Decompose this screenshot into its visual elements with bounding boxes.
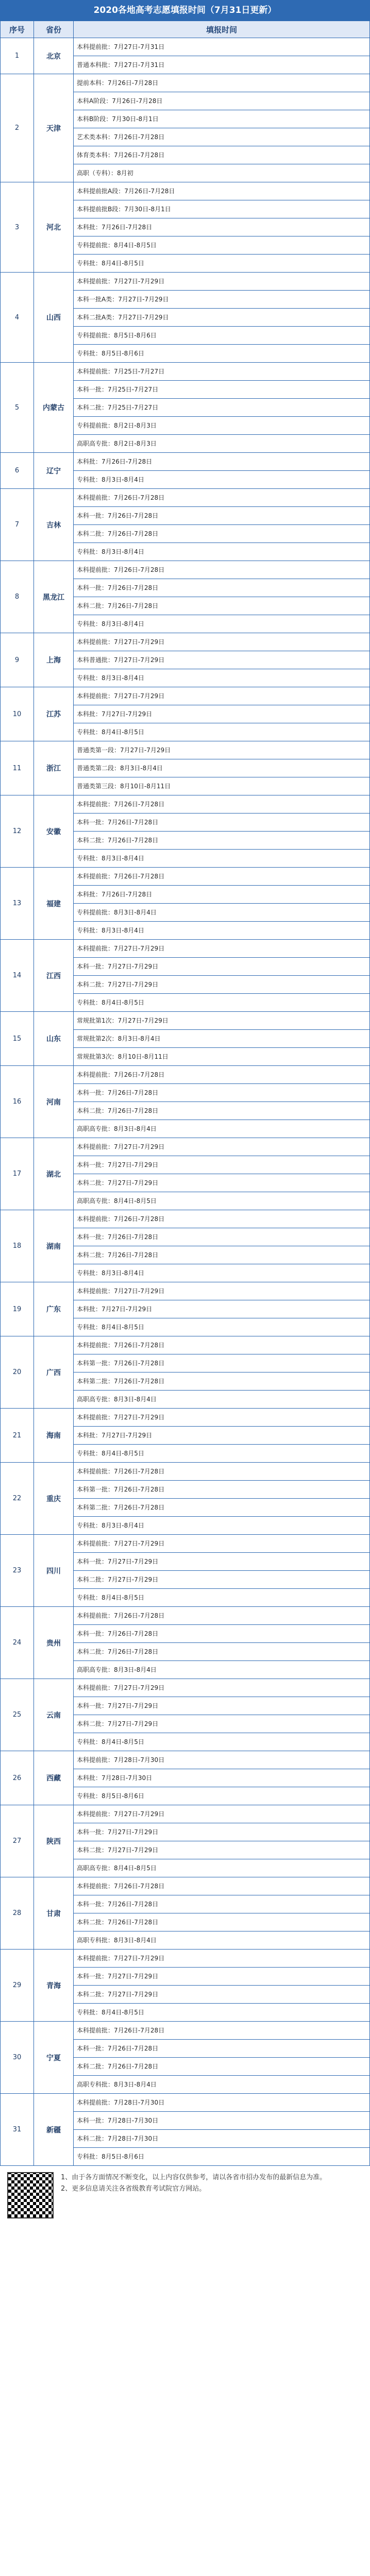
row-detail: 本科提前批：7月26日-7月28日 (74, 1463, 370, 1481)
row-detail: 本科二批：7月26日-7月28日 (74, 597, 370, 615)
row-detail: 专科提前批：8月3日-8月4日 (74, 904, 370, 922)
row-index: 26 (1, 1751, 34, 1805)
table-row (1, 1805, 370, 1823)
table-row (1, 489, 370, 507)
row-province: 山东 (34, 1012, 74, 1066)
row-detail: 专科提前批：8月5日-8月6日 (74, 327, 370, 345)
row-detail: 本科二批：7月26日-7月28日 (74, 525, 370, 543)
table-row (1, 2094, 370, 2112)
row-detail: 本科一批：7月25日-7月27日 (74, 381, 370, 399)
row-detail: 本科提前批：7月26日-7月28日 (74, 795, 370, 814)
row-detail: 本科提前批：7月26日-7月28日 (74, 1877, 370, 1895)
footer-notes (7, 2172, 363, 2218)
row-detail: 普通类第二段：8月3日-8月4日 (74, 759, 370, 777)
row-detail: 本科一批：7月26日-7月28日 (74, 1228, 370, 1246)
row-detail: 本科二批：7月27日-7月29日 (74, 1715, 370, 1733)
row-detail: 本科提前批：7月27日-7月29日 (74, 273, 370, 291)
row-detail: 本科一批：7月26日-7月28日 (74, 2040, 370, 2058)
row-detail: 高职专科批：8月3日-8月4日 (74, 1931, 370, 1950)
row-detail: 本科二批：7月26日-7月28日 (74, 1102, 370, 1120)
table-row (1, 1607, 370, 1625)
row-index: 6 (1, 453, 34, 489)
row-detail: 本科提前批：7月26日-7月28日 (74, 868, 370, 886)
row-detail: 本科一批：7月26日-7月28日 (74, 1895, 370, 1913)
row-detail: 高职高专批：8月3日-8月4日 (74, 1661, 370, 1679)
row-detail: 本科一批A类：7月27日-7月29日 (74, 291, 370, 309)
row-detail: 本科批：7月26日-7月28日 (74, 453, 370, 471)
row-index: 23 (1, 1535, 34, 1607)
table-row (1, 182, 370, 200)
table-row (1, 1535, 370, 1553)
row-detail: 本科一批：7月27日-7月29日 (74, 1823, 370, 1841)
row-index: 29 (1, 1950, 34, 2022)
row-detail: 本科提前批：7月27日-7月29日 (74, 1535, 370, 1553)
row-province: 黑龙江 (34, 561, 74, 633)
row-index: 12 (1, 795, 34, 868)
row-detail: 高职高专批：8月4日-8月5日 (74, 1192, 370, 1210)
row-detail: 本科批：7月27日-7月29日 (74, 705, 370, 723)
row-detail: 本科提前批：7月28日-7月30日 (74, 2094, 370, 2112)
row-index: 2 (1, 74, 34, 182)
row-index: 20 (1, 1336, 34, 1409)
table-row (1, 1679, 370, 1697)
row-detail: 专科批：8月5日-8月6日 (74, 1787, 370, 1805)
row-detail: 本科提前批：7月25日-7月27日 (74, 363, 370, 381)
row-index: 17 (1, 1138, 34, 1210)
row-province: 青海 (34, 1950, 74, 2022)
row-detail: 常规批第3次：8月10日-8月11日 (74, 1048, 370, 1066)
row-detail: 本科一批：7月26日-7月28日 (74, 579, 370, 597)
row-detail: 艺术类本科：7月26日-7月28日 (74, 128, 370, 146)
row-detail: 本科二批：7月27日-7月29日 (74, 976, 370, 994)
row-detail: 专科批：8月3日-8月4日 (74, 1264, 370, 1282)
table-row (1, 363, 370, 381)
row-index: 8 (1, 561, 34, 633)
row-detail: 本科二批：7月26日-7月28日 (74, 832, 370, 850)
row-province: 浙江 (34, 741, 74, 795)
row-index: 16 (1, 1066, 34, 1138)
row-detail: 本科批：7月26日-7月28日 (74, 218, 370, 236)
row-detail: 常规批第2次：8月3日-8月4日 (74, 1030, 370, 1048)
row-detail: 提前本科：7月26日-7月28日 (74, 74, 370, 92)
row-detail: 专科批：8月4日-8月5日 (74, 1733, 370, 1751)
row-detail: 本科提前批：7月28日-7月30日 (74, 1751, 370, 1769)
table-header-row (1, 21, 370, 38)
row-detail: 本科提前批：7月26日-7月28日 (74, 1607, 370, 1625)
row-detail: 本科提前批：7月26日-7月28日 (74, 561, 370, 579)
row-detail: 专科批：8月4日-8月5日 (74, 1318, 370, 1336)
row-detail: 本科二批：7月27日-7月29日 (74, 1841, 370, 1859)
table-row (1, 1751, 370, 1769)
table-row (1, 38, 370, 56)
row-detail: 专科批：8月4日-8月5日 (74, 2004, 370, 2022)
row-province: 河南 (34, 1066, 74, 1138)
table-body (1, 38, 370, 2166)
schedule-table (0, 21, 370, 2166)
row-index: 15 (1, 1012, 34, 1066)
table-row (1, 1877, 370, 1895)
row-detail: 本科一批：7月27日-7月29日 (74, 1156, 370, 1174)
row-detail: 本科提前批：7月26日-7月28日 (74, 489, 370, 507)
row-detail: 专科批：8月4日-8月5日 (74, 723, 370, 741)
row-detail: 体育类本科：7月26日-7月28日 (74, 146, 370, 164)
footer-note-1: 1、由于各方面情况不断变化，以上内容仅供参考，请以各省市招办发布的最新信息为准。 (61, 2174, 327, 2181)
row-index: 11 (1, 741, 34, 795)
row-province: 江苏 (34, 687, 74, 741)
row-province: 宁夏 (34, 2022, 74, 2094)
row-index: 25 (1, 1679, 34, 1751)
row-detail: 高职（专科）：8月初 (74, 164, 370, 182)
row-province: 重庆 (34, 1463, 74, 1535)
row-detail: 本科批：7月28日-7月30日 (74, 1769, 370, 1787)
row-detail: 本科提前批：7月27日-7月29日 (74, 1138, 370, 1156)
row-detail: 本科二批：7月28日-7月30日 (74, 2130, 370, 2148)
row-detail: 本科提前批：7月26日-7月28日 (74, 1210, 370, 1228)
row-detail: 本科提前批：7月27日-7月31日 (74, 38, 370, 56)
table-row (1, 633, 370, 651)
row-detail: 高职专科批：8月3日-8月4日 (74, 2076, 370, 2094)
row-detail: 本科一批：7月27日-7月29日 (74, 958, 370, 976)
footer-text (61, 2172, 326, 2195)
row-detail: 本科提前批：7月27日-7月29日 (74, 1679, 370, 1697)
row-detail: 本科批：7月27日-7月29日 (74, 1427, 370, 1445)
row-detail: 本科提前批：7月26日-7月28日 (74, 1336, 370, 1354)
row-index: 21 (1, 1409, 34, 1463)
row-detail: 本科一批：7月26日-7月28日 (74, 1625, 370, 1643)
row-detail: 本科提前批：7月27日-7月29日 (74, 687, 370, 705)
row-index: 27 (1, 1805, 34, 1877)
row-detail: 本科一批：7月26日-7月28日 (74, 1084, 370, 1102)
row-detail: 本科二批：7月27日-7月29日 (74, 1986, 370, 2004)
row-province: 云南 (34, 1679, 74, 1751)
row-province: 上海 (34, 633, 74, 687)
row-detail: 本科提前批：7月27日-7月29日 (74, 1805, 370, 1823)
row-detail: 专科批：8月5日-8月6日 (74, 345, 370, 363)
table-row (1, 1336, 370, 1354)
row-index: 9 (1, 633, 34, 687)
row-detail: 高职高专批：8月4日-8月5日 (74, 1859, 370, 1877)
row-province: 贵州 (34, 1607, 74, 1679)
row-detail: 本科二批：7月26日-7月28日 (74, 1246, 370, 1264)
row-detail: 本科一批：7月28日-7月30日 (74, 2112, 370, 2130)
row-detail: 本科提前批：7月27日-7月29日 (74, 940, 370, 958)
row-detail: 普通本科批：7月27日-7月31日 (74, 56, 370, 74)
row-detail: 本科普通批：7月27日-7月29日 (74, 651, 370, 669)
row-detail: 专科批：8月3日-8月4日 (74, 615, 370, 633)
row-detail: 本科B阶段：7月30日-8月1日 (74, 110, 370, 128)
row-detail: 本科第一批：7月26日-7月28日 (74, 1354, 370, 1372)
row-detail: 高职高专批：8月3日-8月4日 (74, 1391, 370, 1409)
table-row (1, 74, 370, 92)
row-province: 湖南 (34, 1210, 74, 1282)
row-index: 30 (1, 2022, 34, 2094)
table-row (1, 687, 370, 705)
row-detail: 专科批：8月4日-8月5日 (74, 994, 370, 1012)
header-index: 序号 (1, 21, 34, 38)
row-index: 13 (1, 868, 34, 940)
row-province: 江西 (34, 940, 74, 1012)
table-row (1, 1282, 370, 1300)
row-index: 22 (1, 1463, 34, 1535)
table-row (1, 795, 370, 814)
row-detail: 专科批：8月3日-8月4日 (74, 543, 370, 561)
row-province: 河北 (34, 182, 74, 273)
row-detail: 本科二批：7月26日-7月28日 (74, 2058, 370, 2076)
row-province: 吉林 (34, 489, 74, 561)
table-row (1, 1066, 370, 1084)
row-detail: 本科提前批A段：7月26日-7月28日 (74, 182, 370, 200)
row-index: 14 (1, 940, 34, 1012)
table-row (1, 1210, 370, 1228)
row-detail: 专科批：8月3日-8月4日 (74, 850, 370, 868)
row-province: 辽宁 (34, 453, 74, 489)
row-detail: 专科批：8月3日-8月4日 (74, 471, 370, 489)
row-detail: 专科提前批：8月4日-8月5日 (74, 236, 370, 255)
row-province: 湖北 (34, 1138, 74, 1210)
row-detail: 本科二批：7月27日-7月29日 (74, 1571, 370, 1589)
row-index: 10 (1, 687, 34, 741)
table-row (1, 1409, 370, 1427)
row-detail: 本科提前批：7月27日-7月29日 (74, 1282, 370, 1300)
row-detail: 本科一批：7月26日-7月28日 (74, 814, 370, 832)
row-detail: 本科二批：7月26日-7月28日 (74, 1913, 370, 1931)
row-province: 天津 (34, 74, 74, 182)
row-detail: 本科二批A类：7月27日-7月29日 (74, 309, 370, 327)
row-index: 4 (1, 273, 34, 363)
row-detail: 本科一批：7月26日-7月28日 (74, 507, 370, 525)
row-province: 内蒙古 (34, 363, 74, 453)
row-index: 31 (1, 2094, 34, 2166)
table-row (1, 1012, 370, 1030)
row-detail: 本科提前批：7月27日-7月29日 (74, 1950, 370, 1968)
table-row (1, 273, 370, 291)
row-detail: 专科批：8月3日-8月4日 (74, 1517, 370, 1535)
row-detail: 本科批：7月27日-7月29日 (74, 1300, 370, 1318)
row-detail: 本科提前批：7月27日-7月29日 (74, 633, 370, 651)
row-detail: 专科批：8月4日-8月5日 (74, 255, 370, 273)
footer-note-2: 2、更多信息请关注各省级教育考试院官方网站。 (61, 2185, 206, 2193)
row-province: 海南 (34, 1409, 74, 1463)
row-province: 四川 (34, 1535, 74, 1607)
table-row (1, 741, 370, 759)
row-detail: 本科提前批：7月27日-7月29日 (74, 1409, 370, 1427)
row-detail: 普通类第一段：7月27日-7月29日 (74, 741, 370, 759)
table-row (1, 453, 370, 471)
table-row (1, 1463, 370, 1481)
row-detail: 本科批：7月26日-7月28日 (74, 886, 370, 904)
row-province: 广西 (34, 1336, 74, 1409)
row-index: 28 (1, 1877, 34, 1950)
row-detail: 本科第一批：7月26日-7月28日 (74, 1481, 370, 1499)
row-detail: 常规批第1次：7月27日-7月29日 (74, 1012, 370, 1030)
row-detail: 本科二批：7月25日-7月27日 (74, 399, 370, 417)
row-detail: 本科二批：7月26日-7月28日 (74, 1643, 370, 1661)
row-detail: 高职高专批：8月3日-8月4日 (74, 1120, 370, 1138)
table-row (1, 2022, 370, 2040)
row-index: 5 (1, 363, 34, 453)
page-title: 2020各地高考志愿填报时间（7月31日更新） (0, 0, 370, 21)
row-detail: 普通类第三段：8月10日-8月11日 (74, 777, 370, 795)
row-detail: 本科一批：7月27日-7月29日 (74, 1553, 370, 1571)
row-detail: 专科批：8月4日-8月5日 (74, 1445, 370, 1463)
table-row (1, 940, 370, 958)
qr-code-icon (7, 2172, 54, 2218)
row-detail: 本科提前批：7月26日-7月28日 (74, 1066, 370, 1084)
row-index: 19 (1, 1282, 34, 1336)
row-detail: 本科第二批：7月26日-7月28日 (74, 1499, 370, 1517)
footer (0, 2166, 370, 2225)
row-detail: 本科提前批：7月26日-7月28日 (74, 2022, 370, 2040)
row-index: 1 (1, 38, 34, 74)
row-province: 西藏 (34, 1751, 74, 1805)
row-detail: 本科提前批B段：7月30日-8月1日 (74, 200, 370, 218)
table-row (1, 868, 370, 886)
row-index: 24 (1, 1607, 34, 1679)
row-index: 7 (1, 489, 34, 561)
row-detail: 专科批：8月4日-8月5日 (74, 1589, 370, 1607)
table-row (1, 561, 370, 579)
row-province: 福建 (34, 868, 74, 940)
table-row (1, 1138, 370, 1156)
row-index: 3 (1, 182, 34, 273)
row-detail: 本科一批：7月27日-7月29日 (74, 1697, 370, 1715)
row-index: 18 (1, 1210, 34, 1282)
row-detail: 专科批：8月3日-8月4日 (74, 669, 370, 687)
header-detail: 填报时间 (74, 21, 370, 38)
row-detail: 本科第二批：7月26日-7月28日 (74, 1372, 370, 1391)
row-province: 甘肃 (34, 1877, 74, 1950)
row-detail: 高职高专批：8月2日-8月3日 (74, 435, 370, 453)
header-province: 省份 (34, 21, 74, 38)
row-detail: 专科批：8月5日-8月6日 (74, 2148, 370, 2166)
row-province: 山西 (34, 273, 74, 363)
row-detail: 本科一批：7月27日-7月29日 (74, 1968, 370, 1986)
row-province: 安徽 (34, 795, 74, 868)
row-province: 广东 (34, 1282, 74, 1336)
row-province: 陕西 (34, 1805, 74, 1877)
row-detail: 本科A阶段：7月26日-7月28日 (74, 92, 370, 110)
row-province: 北京 (34, 38, 74, 74)
table-row (1, 1950, 370, 1968)
row-detail: 专科提前批：8月2日-8月3日 (74, 417, 370, 435)
row-detail: 本科二批：7月27日-7月29日 (74, 1174, 370, 1192)
row-province: 新疆 (34, 2094, 74, 2166)
row-detail: 专科批：8月3日-8月4日 (74, 922, 370, 940)
